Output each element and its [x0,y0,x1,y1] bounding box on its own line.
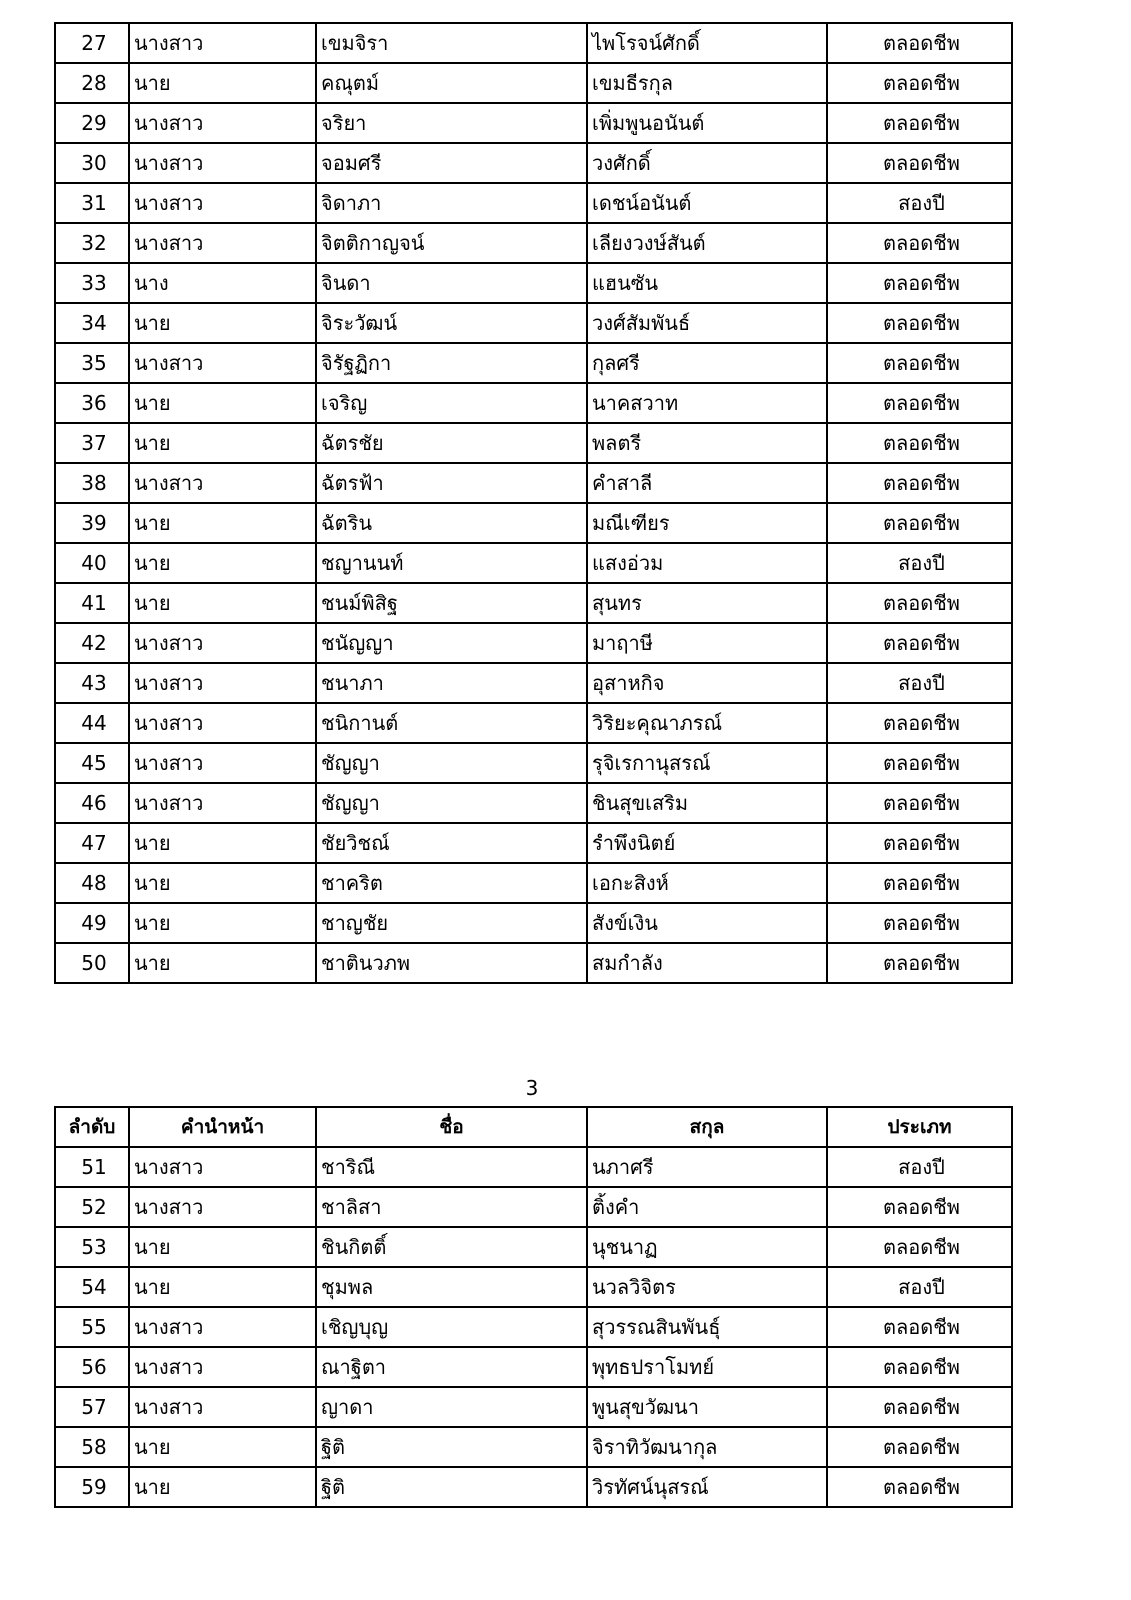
cell-membership-type: ตลอดชีพ [827,1347,1012,1387]
table-row [55,103,1012,143]
cell-last-name: วงศักดิ์ [587,143,827,183]
cell-first-name: จิรัฐฏิกา [316,343,587,383]
cell-first-name: ชนัญญา [316,623,587,663]
cell-membership-type: ตลอดชีพ [827,823,1012,863]
cell-prefix: นางสาว [129,223,316,263]
cell-no: 40 [55,543,129,583]
cell-first-name: ชญานนท์ [316,543,587,583]
cell-membership-type: ตลอดชีพ [827,103,1012,143]
cell-last-name: คำสาลี [587,463,827,503]
table-row [55,1467,1012,1507]
cell-membership-type: ตลอดชีพ [827,783,1012,823]
cell-no: 59 [55,1467,129,1507]
cell-no: 44 [55,703,129,743]
table-row [55,663,1012,703]
cell-no: 52 [55,1187,129,1227]
cell-prefix: นาย [129,63,316,103]
cell-last-name: นวลวิจิตร [587,1267,827,1307]
cell-first-name: ชนม์พิสิฐ [316,583,587,623]
cell-no: 57 [55,1387,129,1427]
cell-membership-type: ตลอดชีพ [827,903,1012,943]
cell-membership-type: ตลอดชีพ [827,423,1012,463]
table-row [55,343,1012,383]
cell-membership-type: ตลอดชีพ [827,343,1012,383]
cell-first-name: ฉัตริน [316,503,587,543]
table-row [55,623,1012,663]
cell-first-name: ฐิติ [316,1467,587,1507]
cell-no: 34 [55,303,129,343]
cell-first-name: ชัญญา [316,783,587,823]
cell-last-name: เอกะสิงห์ [587,863,827,903]
table-row [55,23,1012,63]
table-row [55,863,1012,903]
cell-membership-type: ตลอดชีพ [827,1427,1012,1467]
table-row [55,143,1012,183]
cell-first-name: จิตติกาญจน์ [316,223,587,263]
member-table [54,1106,1013,1508]
cell-membership-type: ตลอดชีพ [827,383,1012,423]
cell-last-name: แสงอ่วม [587,543,827,583]
cell-prefix: นางสาว [129,1147,316,1187]
cell-membership-type: ตลอดชีพ [827,63,1012,103]
cell-membership-type: ตลอดชีพ [827,743,1012,783]
cell-membership-type: ตลอดชีพ [827,303,1012,343]
cell-membership-type: ตลอดชีพ [827,23,1012,63]
cell-last-name: นุชนาฏ [587,1227,827,1267]
member-table-body [55,1147,1012,1507]
cell-no: 55 [55,1307,129,1347]
cell-membership-type: ตลอดชีพ [827,623,1012,663]
table-row [55,1307,1012,1347]
cell-prefix: นางสาว [129,463,316,503]
cell-membership-type: สองปี [827,1267,1012,1307]
cell-last-name: สุนทร [587,583,827,623]
table-row [55,783,1012,823]
cell-first-name: ชัญญา [316,743,587,783]
cell-no: 50 [55,943,129,983]
cell-membership-type: ตลอดชีพ [827,1307,1012,1347]
cell-prefix: นางสาว [129,783,316,823]
cell-last-name: พูนสุขวัฒนา [587,1387,827,1427]
cell-no: 30 [55,143,129,183]
cell-prefix: นาย [129,1427,316,1467]
cell-prefix: นาย [129,1267,316,1307]
cell-no: 53 [55,1227,129,1267]
cell-no: 36 [55,383,129,423]
cell-no: 46 [55,783,129,823]
member-table-continued [54,22,1013,984]
cell-no: 56 [55,1347,129,1387]
cell-last-name: รำพึงนิตย์ [587,823,827,863]
cell-prefix: นาย [129,503,316,543]
cell-no: 37 [55,423,129,463]
cell-first-name: ณาฐิตา [316,1347,587,1387]
cell-prefix: นาย [129,1227,316,1267]
cell-membership-type: ตลอดชีพ [827,943,1012,983]
cell-first-name: เชิญบุญ [316,1307,587,1347]
cell-prefix: นาย [129,943,316,983]
table-row [55,1347,1012,1387]
cell-membership-type: ตลอดชีพ [827,503,1012,543]
table-row [55,583,1012,623]
cell-membership-type: สองปี [827,663,1012,703]
cell-first-name: จิดาภา [316,183,587,223]
cell-membership-type: ตลอดชีพ [827,263,1012,303]
table-row [55,703,1012,743]
table-row [55,263,1012,303]
cell-no: 39 [55,503,129,543]
cell-prefix: นางสาว [129,143,316,183]
cell-no: 28 [55,63,129,103]
cell-prefix: นาย [129,583,316,623]
cell-membership-type: ตลอดชีพ [827,703,1012,743]
cell-no: 38 [55,463,129,503]
cell-membership-type: ตลอดชีพ [827,1467,1012,1507]
cell-membership-type: สองปี [827,1147,1012,1187]
cell-first-name: ชาคริต [316,863,587,903]
cell-prefix: นางสาว [129,183,316,223]
cell-prefix: นางสาว [129,1187,316,1227]
cell-last-name: สุวรรณสินพันธุ์ [587,1307,827,1347]
cell-last-name: สมกำลัง [587,943,827,983]
table-row [55,1267,1012,1307]
cell-no: 31 [55,183,129,223]
page-number: 3 [525,1076,539,1100]
cell-first-name: ชัยวิชณ์ [316,823,587,863]
cell-last-name: สังข์เงิน [587,903,827,943]
cell-first-name: ชินกิตติ์ [316,1227,587,1267]
cell-last-name: ไพโรจน์ศักดิ์ [587,23,827,63]
cell-last-name: พุทธปราโมทย์ [587,1347,827,1387]
cell-no: 42 [55,623,129,663]
cell-prefix: นางสาว [129,743,316,783]
cell-prefix: นางสาว [129,703,316,743]
cell-first-name: เจริญ [316,383,587,423]
cell-no: 35 [55,343,129,383]
cell-last-name: เดชน์อนันต์ [587,183,827,223]
header-last-name: สกุล [587,1107,827,1147]
cell-first-name: ฉัตรฟ้า [316,463,587,503]
cell-no: 32 [55,223,129,263]
cell-first-name: จิระวัฒน์ [316,303,587,343]
cell-membership-type: สองปี [827,543,1012,583]
cell-first-name: ฉัตรชัย [316,423,587,463]
cell-no: 58 [55,1427,129,1467]
cell-first-name: เขมจิรา [316,23,587,63]
cell-last-name: เขมธีรกุล [587,63,827,103]
table-row [55,903,1012,943]
cell-last-name: จิราทิวัฒนากุล [587,1427,827,1467]
header-prefix: คำนำหน้า [129,1107,316,1147]
cell-membership-type: ตลอดชีพ [827,863,1012,903]
cell-membership-type: ตลอดชีพ [827,1387,1012,1427]
cell-last-name: เลียงวงษ์สันต์ [587,223,827,263]
header-no: ลำดับ [55,1107,129,1147]
table-row [55,1387,1012,1427]
cell-membership-type: ตลอดชีพ [827,223,1012,263]
cell-first-name: ฐิติ [316,1427,587,1467]
cell-last-name: วิริยะคุณาภรณ์ [587,703,827,743]
cell-first-name: ญาดา [316,1387,587,1427]
cell-last-name: นภาศรี [587,1147,827,1187]
header-row [55,1107,1012,1147]
cell-prefix: นาย [129,863,316,903]
cell-last-name: มาฤาษี [587,623,827,663]
cell-membership-type: สองปี [827,183,1012,223]
cell-no: 48 [55,863,129,903]
cell-prefix: นาย [129,383,316,423]
cell-prefix: นางสาว [129,103,316,143]
cell-first-name: จินดา [316,263,587,303]
cell-prefix: นางสาว [129,623,316,663]
cell-last-name: นาคสวาท [587,383,827,423]
table-row [55,743,1012,783]
cell-membership-type: ตลอดชีพ [827,583,1012,623]
table-row [55,1147,1012,1187]
cell-first-name: ชาตินวภพ [316,943,587,983]
cell-first-name: ชาลิสา [316,1187,587,1227]
table-row [55,1427,1012,1467]
cell-last-name: เพิ่มพูนอนันต์ [587,103,827,143]
cell-prefix: นาย [129,423,316,463]
cell-no: 33 [55,263,129,303]
member-table-header [55,1107,1012,1147]
table-row [55,1187,1012,1227]
cell-last-name: มณีเฑียร [587,503,827,543]
cell-first-name: ชุมพล [316,1267,587,1307]
table-row [55,303,1012,343]
cell-prefix: นาย [129,543,316,583]
cell-last-name: วิรทัศน์นุสรณ์ [587,1467,827,1507]
cell-last-name: รุจิเรกานุสรณ์ [587,743,827,783]
table-row [55,503,1012,543]
cell-last-name: ชินสุขเสริม [587,783,827,823]
cell-first-name: คณุตม์ [316,63,587,103]
cell-prefix: นางสาว [129,23,316,63]
cell-last-name: แฮนซัน [587,263,827,303]
cell-first-name: ชาริณี [316,1147,587,1187]
cell-prefix: นาย [129,823,316,863]
header-first-name: ชื่อ [316,1107,587,1147]
table-row [55,383,1012,423]
table-row [55,183,1012,223]
table-row [55,223,1012,263]
cell-no: 41 [55,583,129,623]
cell-prefix: นางสาว [129,663,316,703]
cell-prefix: นาย [129,1467,316,1507]
cell-first-name: ชนาภา [316,663,587,703]
member-table-continued-body [55,23,1012,983]
cell-no: 29 [55,103,129,143]
cell-prefix: นาย [129,903,316,943]
table-row [55,463,1012,503]
cell-first-name: ชาญชัย [316,903,587,943]
table-row [55,63,1012,103]
cell-prefix: นางสาว [129,1387,316,1427]
header-type: ประเภท [827,1107,1012,1147]
cell-no: 51 [55,1147,129,1187]
cell-prefix: นาง [129,263,316,303]
cell-last-name: กุลศรี [587,343,827,383]
cell-no: 45 [55,743,129,783]
cell-no: 49 [55,903,129,943]
table-row [55,943,1012,983]
cell-prefix: นางสาว [129,1307,316,1347]
cell-first-name: จอมศรี [316,143,587,183]
cell-prefix: นางสาว [129,1347,316,1387]
cell-membership-type: ตลอดชีพ [827,463,1012,503]
cell-no: 43 [55,663,129,703]
table-row [55,1227,1012,1267]
cell-last-name: ติ้งคำ [587,1187,827,1227]
cell-last-name: อุสาหกิจ [587,663,827,703]
cell-membership-type: ตลอดชีพ [827,1227,1012,1267]
cell-no: 47 [55,823,129,863]
cell-no: 54 [55,1267,129,1307]
cell-first-name: จริยา [316,103,587,143]
table-row [55,823,1012,863]
cell-first-name: ชนิกานต์ [316,703,587,743]
cell-prefix: นาย [129,303,316,343]
table-row [55,543,1012,583]
cell-prefix: นางสาว [129,343,316,383]
cell-membership-type: ตลอดชีพ [827,1187,1012,1227]
cell-no: 27 [55,23,129,63]
table-row [55,423,1012,463]
cell-last-name: พลตรี [587,423,827,463]
cell-membership-type: ตลอดชีพ [827,143,1012,183]
cell-last-name: วงศ์สัมพันธ์ [587,303,827,343]
